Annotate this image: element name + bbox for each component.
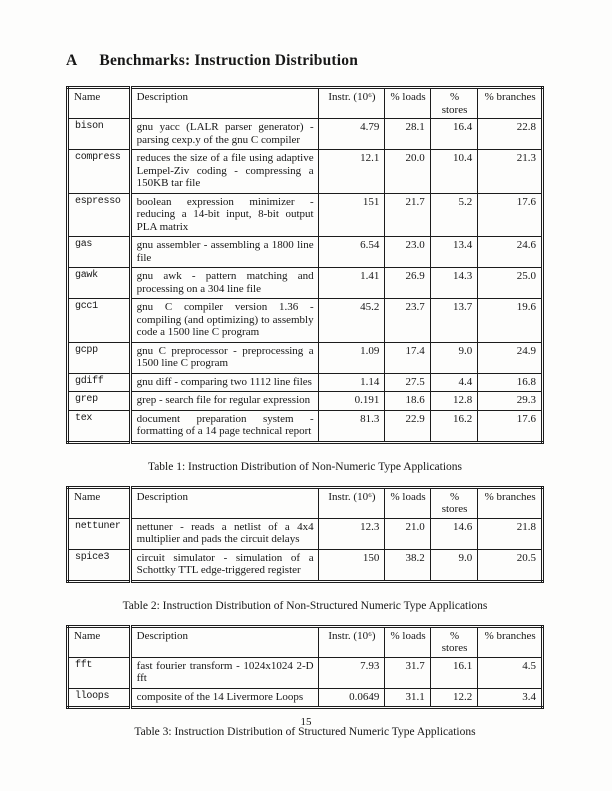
table-row: [68, 688, 543, 708]
column-header-stores: % stores: [430, 626, 478, 657]
column-header-name: Name: [68, 88, 131, 119]
cell-name: gdiff: [68, 373, 131, 392]
cell-description: gnu diff - comparing two 1112 line files: [130, 373, 318, 392]
cell-name: nettuner: [68, 518, 131, 549]
cell-stores: 9.0: [430, 342, 478, 373]
cell-description: gnu assembler - assembling a 1800 line file: [130, 237, 318, 268]
cell-name: spice3: [68, 549, 131, 581]
table-row: [68, 549, 543, 581]
cell-branches: 21.8: [478, 518, 543, 549]
table-row: [68, 119, 543, 150]
cell-name: fft: [68, 657, 131, 688]
cell-description: document preparation system - formatting of a 14 page technical report: [130, 410, 318, 442]
cell-branches: 20.5: [478, 549, 543, 581]
cell-stores: 13.7: [430, 299, 478, 343]
cell-instr: 1.14: [318, 373, 385, 392]
section-heading: [66, 52, 546, 70]
cell-name: bison: [68, 119, 131, 150]
cell-loads: 17.4: [385, 342, 430, 373]
column-header-loads: % loads: [385, 626, 430, 657]
cell-description: gnu C preprocessor - preprocessing a 1500 line C program: [130, 342, 318, 373]
cell-stores: 10.4: [430, 150, 478, 194]
cell-stores: 12.8: [430, 392, 478, 411]
cell-loads: 31.7: [385, 657, 430, 688]
cell-branches: 21.3: [478, 150, 543, 194]
table-row: [68, 518, 543, 549]
cell-stores: 14.6: [430, 518, 478, 549]
cell-description: reduces the size of a file using adaptive Lempel-Ziv coding - compressing a 150KB tar file: [130, 150, 318, 194]
cell-description: fast fourier transform - 1024x1024 2-D fft: [130, 657, 318, 688]
cell-loads: 28.1: [385, 119, 430, 150]
cell-name: tex: [68, 410, 131, 442]
table-non-structured-numeric: [66, 486, 544, 583]
column-header-loads: % loads: [385, 88, 430, 119]
column-header-branches: % branches: [478, 88, 543, 119]
column-header-instr: Instr. (10⁶): [318, 626, 385, 657]
table-structured-numeric: [66, 625, 544, 710]
table-row: [68, 342, 543, 373]
table-block-non-structured-numeric: [66, 486, 546, 612]
table-row: [68, 150, 543, 194]
table-header-row: [68, 487, 543, 518]
cell-branches: 22.8: [478, 119, 543, 150]
cell-name: gawk: [68, 268, 131, 299]
column-header-stores: % stores: [430, 88, 478, 119]
cell-branches: 19.6: [478, 299, 543, 343]
table-row: [68, 392, 543, 411]
cell-name: compress: [68, 150, 131, 194]
cell-stores: 16.4: [430, 119, 478, 150]
cell-branches: 24.9: [478, 342, 543, 373]
cell-branches: 17.6: [478, 193, 543, 237]
column-header-stores: % stores: [430, 487, 478, 518]
cell-loads: 21.7: [385, 193, 430, 237]
table-row: [68, 193, 543, 237]
table-caption: Table 2: Instruction Distribution of Non-Structured Numeric Type Applications: [122, 599, 488, 612]
cell-instr: 12.1: [318, 150, 385, 194]
cell-description: gnu awk - pattern matching and processing on a 304 line file: [130, 268, 318, 299]
cell-branches: 29.3: [478, 392, 543, 411]
cell-stores: 4.4: [430, 373, 478, 392]
cell-loads: 22.9: [385, 410, 430, 442]
page-number: 15: [300, 716, 312, 728]
cell-description: nettuner - reads a netlist of a 4x4 multiplier and pads the circuit delays: [130, 518, 318, 549]
table-row: [68, 268, 543, 299]
cell-loads: 27.5: [385, 373, 430, 392]
cell-name: gcc1: [68, 299, 131, 343]
table-header-row: [68, 88, 543, 119]
cell-branches: 16.8: [478, 373, 543, 392]
column-header-loads: % loads: [385, 487, 430, 518]
cell-branches: 17.6: [478, 410, 543, 442]
table-row: [68, 237, 543, 268]
column-header-instr: Instr. (10⁶): [318, 487, 385, 518]
cell-instr: 4.79: [318, 119, 385, 150]
cell-loads: 31.1: [385, 688, 430, 708]
cell-loads: 23.0: [385, 237, 430, 268]
cell-description: gnu yacc (LALR parser generator) - parsing cexp.y of the gnu C compiler: [130, 119, 318, 150]
cell-name: espresso: [68, 193, 131, 237]
cell-instr: 6.54: [318, 237, 385, 268]
column-header-description: Description: [130, 487, 318, 518]
cell-instr: 151: [318, 193, 385, 237]
cell-description: circuit simulator - simulation of a Schottky TTL edge-triggered register: [130, 549, 318, 581]
cell-loads: 38.2: [385, 549, 430, 581]
column-header-description: Description: [130, 88, 318, 119]
column-header-instr: Instr. (10⁶): [318, 88, 385, 119]
cell-branches: 4.5: [478, 657, 543, 688]
cell-instr: 7.93: [318, 657, 385, 688]
section-title-text: Benchmarks: Instruction Distribution: [99, 52, 359, 69]
column-header-description: Description: [130, 626, 318, 657]
cell-instr: 1.41: [318, 268, 385, 299]
cell-loads: 21.0: [385, 518, 430, 549]
cell-name: grep: [68, 392, 131, 411]
cell-instr: 12.3: [318, 518, 385, 549]
table-caption: Table 3: Instruction Distribution of Structured Numeric Type Applications: [134, 726, 476, 738]
column-header-branches: % branches: [478, 487, 543, 518]
cell-loads: 18.6: [385, 392, 430, 411]
cell-stores: 16.2: [430, 410, 478, 442]
table-row: [68, 299, 543, 343]
column-header-branches: % branches: [478, 626, 543, 657]
cell-stores: 16.1: [430, 657, 478, 688]
section-letter: A: [66, 52, 78, 69]
column-header-name: Name: [68, 487, 131, 518]
cell-loads: 26.9: [385, 268, 430, 299]
cell-name: lloops: [68, 688, 131, 708]
table-row: [68, 373, 543, 392]
cell-instr: 1.09: [318, 342, 385, 373]
cell-stores: 13.4: [430, 237, 478, 268]
cell-instr: 0.0649: [318, 688, 385, 708]
cell-name: gas: [68, 237, 131, 268]
cell-stores: 14.3: [430, 268, 478, 299]
cell-description: gnu C compiler version 1.36 - compiling (and optimizing) to assembly code a 1500 line C program: [130, 299, 318, 343]
cell-instr: 0.191: [318, 392, 385, 411]
cell-name: gcpp: [68, 342, 131, 373]
column-header-name: Name: [68, 626, 131, 657]
table-row: [68, 410, 543, 442]
cell-instr: 45.2: [318, 299, 385, 343]
cell-loads: 20.0: [385, 150, 430, 194]
cell-stores: 5.2: [430, 193, 478, 237]
cell-description: composite of the 14 Livermore Loops: [130, 688, 318, 708]
cell-branches: 24.6: [478, 237, 543, 268]
cell-branches: 3.4: [478, 688, 543, 708]
cell-stores: 9.0: [430, 549, 478, 581]
cell-description: boolean expression minimizer - reducing a 14-bit input, 8-bit output PLA matrix: [130, 193, 318, 237]
cell-instr: 81.3: [318, 410, 385, 442]
table-block-non-numeric: [66, 86, 546, 473]
table-caption: Table 1: Instruction Distribution of Non-Numeric Type Applications: [147, 460, 463, 473]
cell-instr: 150: [318, 549, 385, 581]
table-non-numeric: [66, 86, 544, 444]
cell-branches: 25.0: [478, 268, 543, 299]
cell-stores: 12.2: [430, 688, 478, 708]
table-header-row: [68, 626, 543, 657]
table-row: [68, 657, 543, 688]
cell-loads: 23.7: [385, 299, 430, 343]
cell-description: grep - search file for regular expression: [130, 392, 318, 411]
